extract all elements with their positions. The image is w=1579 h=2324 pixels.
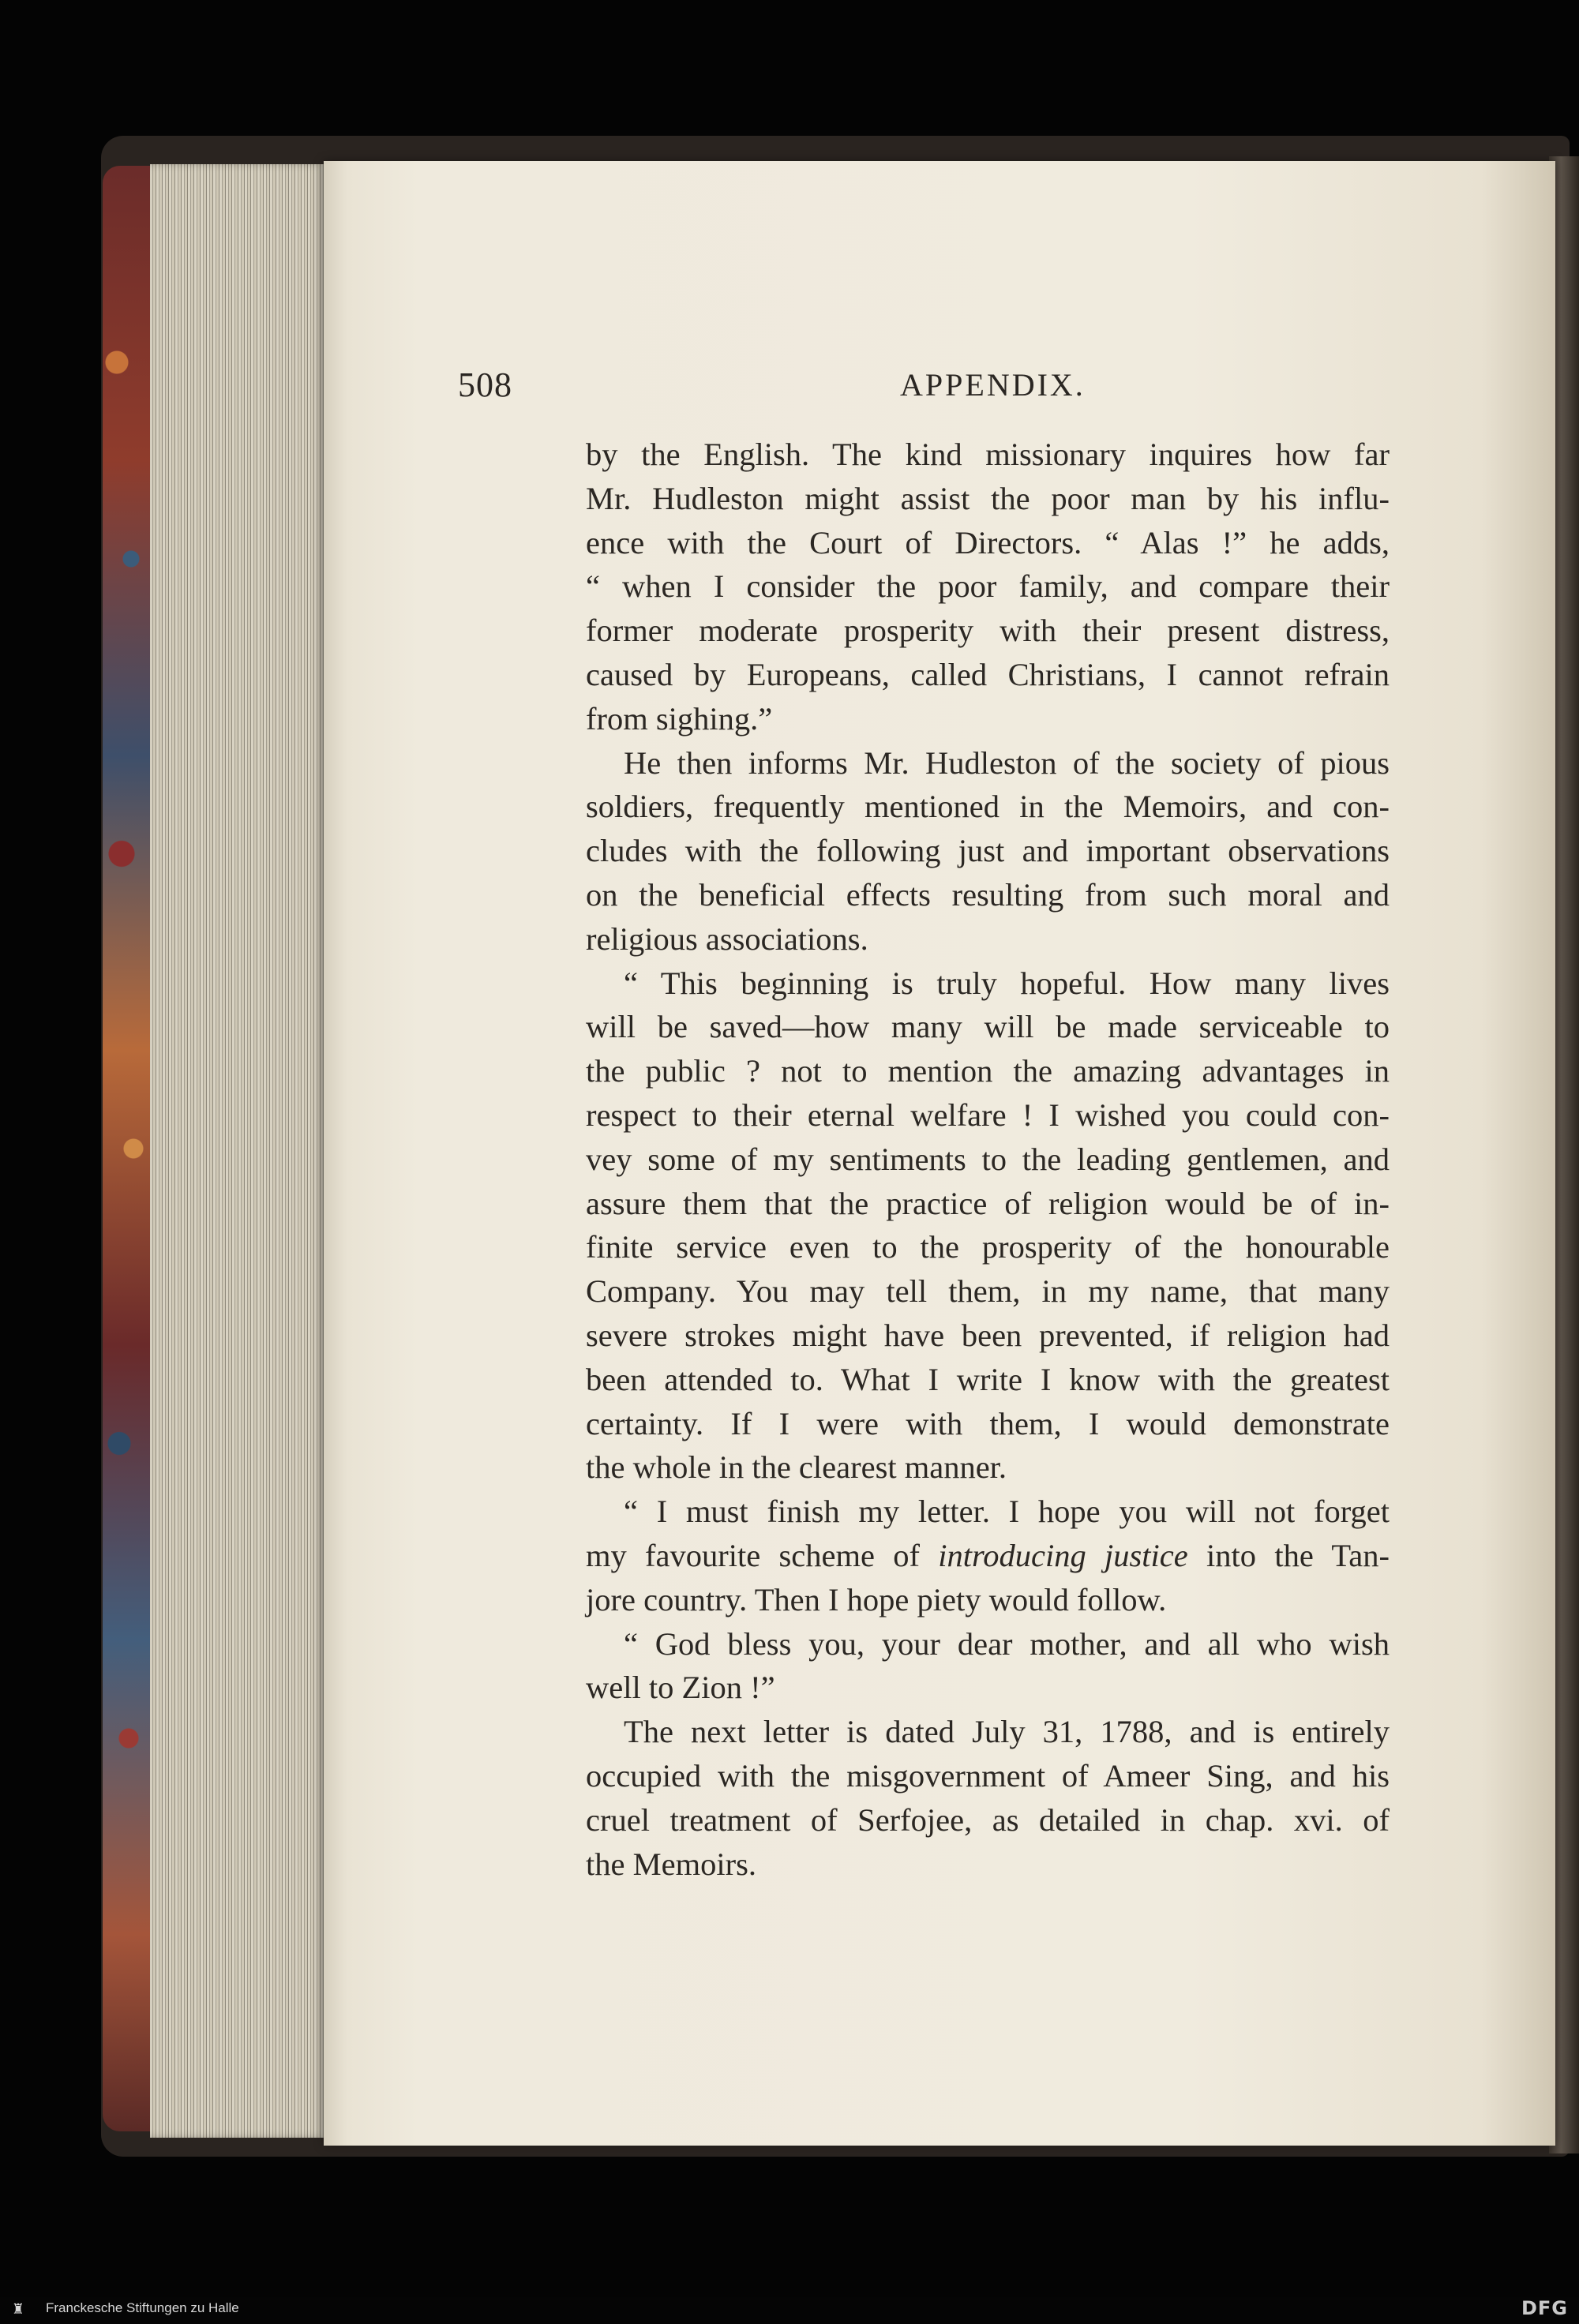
text-line bbox=[586, 1534, 1390, 1578]
text-line: severe strokes might have been prevented, if religion had bbox=[586, 1317, 1390, 1353]
text-line: cludes with the following just and important observations bbox=[586, 833, 1390, 869]
text-line: cruel treatment of Serfojee, as detailed in chap. xvi. of bbox=[586, 1801, 1390, 1838]
running-head: APPENDIX. bbox=[900, 367, 1086, 403]
text-line: jore country. Then I hope piety would follow. bbox=[586, 1581, 1167, 1617]
text-line: respect to their eternal welfare ! I wished you could con- bbox=[586, 1096, 1390, 1133]
text-line: “ when I consider the poor family, and compare their bbox=[586, 568, 1390, 605]
body-text bbox=[586, 433, 1390, 1886]
footer-institution: Franckesche Stiftungen zu Halle bbox=[46, 2300, 239, 2315]
page-header bbox=[458, 365, 1390, 412]
text-line: He then informs Mr. Hudleston of the society of pious bbox=[624, 744, 1390, 781]
dfg-logo: DFG bbox=[1521, 2297, 1568, 2319]
page-stack-edge bbox=[150, 164, 325, 2138]
text-line: by the English. The kind missionary inquires how far bbox=[586, 437, 1390, 472]
text-line: The next letter is dated July 31, 1788, and is entirely bbox=[624, 1714, 1390, 1750]
text-line: “ God bless you, your dear mother, and all who wish bbox=[624, 1625, 1390, 1662]
text-line: religious associations. bbox=[586, 920, 868, 957]
text-line: occupied with the misgovernment of Ameer Sing, and his bbox=[586, 1757, 1390, 1794]
text-line: from sighing.” bbox=[586, 700, 773, 737]
text-line: the whole in the clearest manner. bbox=[586, 1449, 1007, 1486]
text-line: on the beneficial effects resulting from such moral and bbox=[586, 876, 1390, 913]
institution-seal-icon: ♜ bbox=[11, 2301, 25, 2318]
marbled-board-edge bbox=[103, 166, 150, 2131]
text-line: been attended to. What I write I know with the greatest bbox=[586, 1361, 1390, 1397]
text-line: ence with the Court of Directors. “ Alas !” he adds, bbox=[586, 524, 1390, 560]
text-line: “ I must finish my letter. I hope you will not forget bbox=[624, 1494, 1390, 1530]
text-line: “ This beginning is truly hopeful. How many lives bbox=[624, 965, 1390, 1001]
text-line: will be saved—how many will be made serviceable to bbox=[586, 1009, 1390, 1045]
text-line: the public ? not to mention the amazing advantages in bbox=[586, 1053, 1390, 1089]
text-line: well to Zion !” bbox=[586, 1670, 775, 1706]
text-line: Company. You may tell them, in my name, that many bbox=[586, 1273, 1390, 1310]
text-line: Mr. Hudleston might assist the poor man by his influ- bbox=[586, 480, 1390, 516]
text-line: vey some of my sentiments to the leading gentlemen, and bbox=[586, 1141, 1390, 1177]
text-line: assure them that the practice of religion would be of in- bbox=[586, 1185, 1390, 1221]
text-run: my favourite scheme of bbox=[586, 1537, 939, 1573]
text-run: into the Tan- bbox=[1187, 1537, 1390, 1573]
text-line: certainty. If I were with them, I would demonstrate bbox=[586, 1405, 1390, 1441]
text-line: caused by Europeans, called Christians, I cannot refrain bbox=[586, 656, 1390, 692]
page-number: 508 bbox=[458, 365, 512, 404]
text-line: the Memoirs. bbox=[586, 1846, 756, 1882]
italic-phrase: introducing justice bbox=[938, 1537, 1188, 1573]
text-line: soldiers, frequently mentioned in the Memoirs, and con- bbox=[586, 789, 1390, 825]
text-line: finite service even to the prosperity of the honourable bbox=[586, 1229, 1390, 1265]
text-line: former moderate prosperity with their present distress, bbox=[586, 613, 1390, 649]
